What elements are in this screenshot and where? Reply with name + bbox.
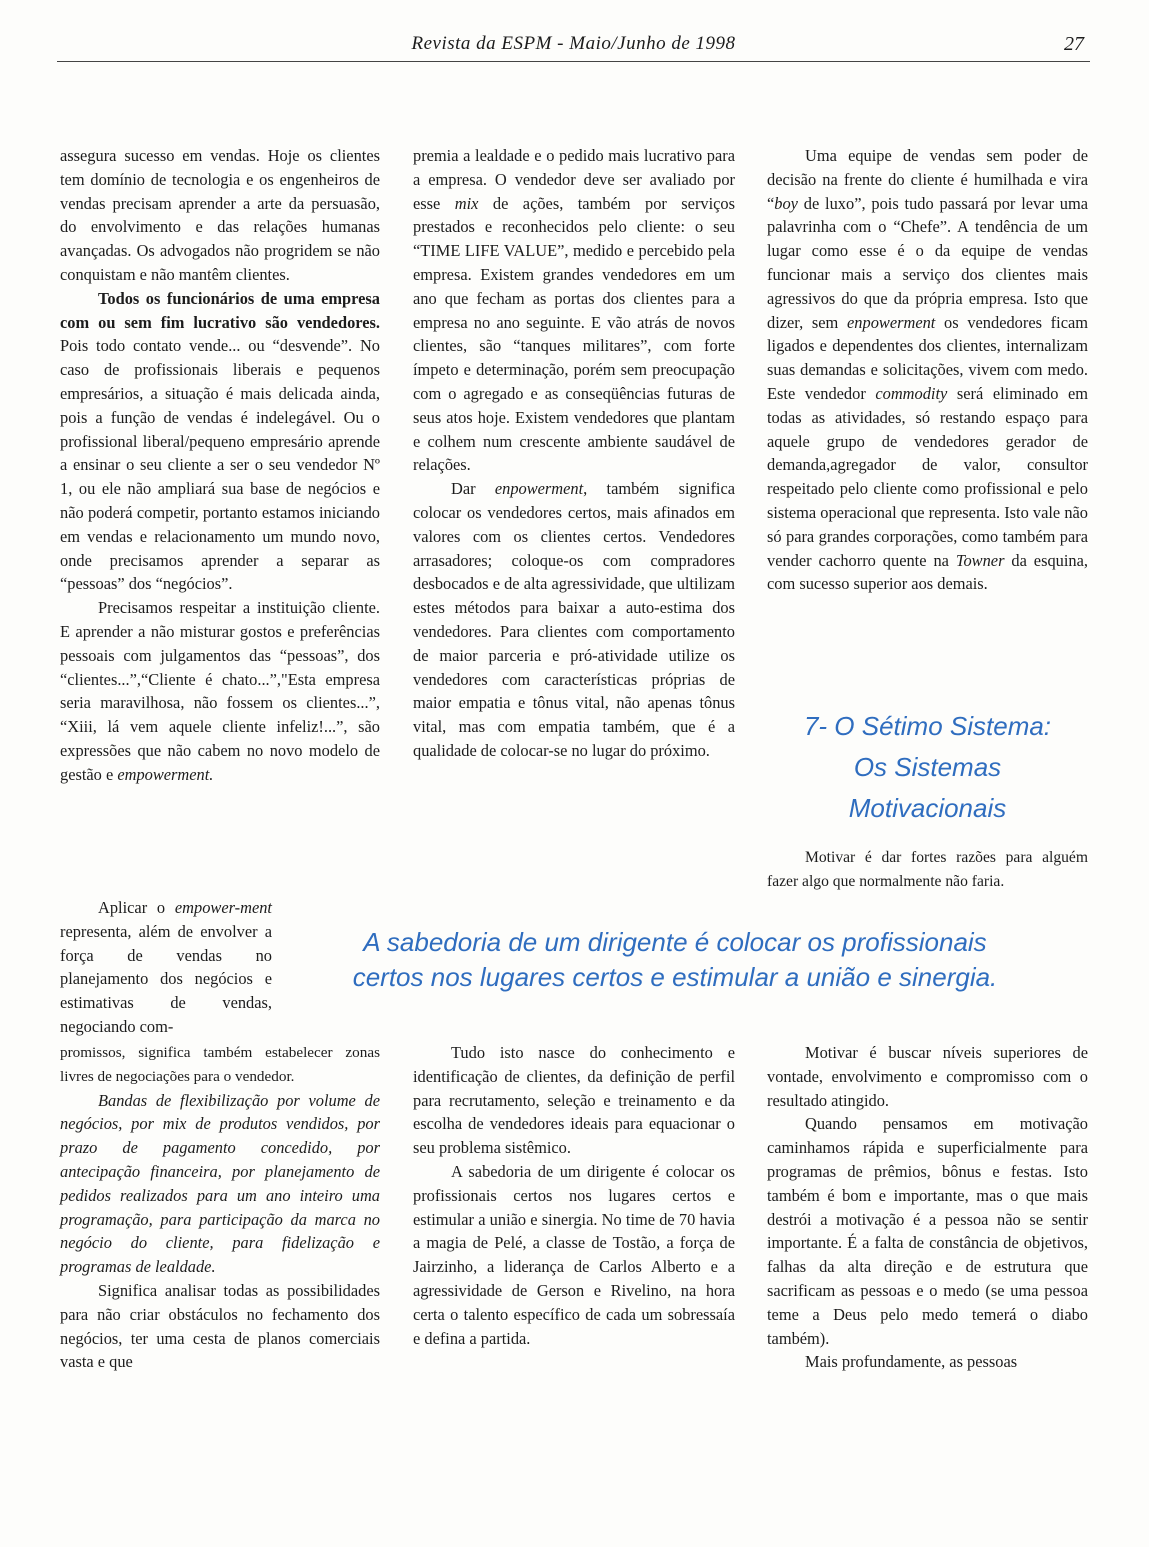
- paragraph-text: da esquina, com sucesso superior aos demais.: [767, 550, 1088, 594]
- paragraph-text: Aplicar o: [98, 898, 175, 917]
- column-2-bottom: [413, 1041, 735, 1350]
- column-3-bottom: [767, 1041, 1088, 1374]
- paragraph: Tudo isto nasce do conhecimento e identificação de clientes, da definição de perfil para recrutamento, seleção e treinamento e da escolha de vendedores ideais para equacionar o seu problema sistêmico.: [413, 1043, 735, 1158]
- paragraph-text: os vendedores ficam ligados e dependentes dos clientes, internalizam suas demandas e solicitações, vivem com medo. Este vendedor: [767, 312, 1088, 403]
- paragraph-text: premia a lealdade e o pedido mais lucrativo para a empresa. O vendedor deve ser avaliado por esse: [413, 146, 735, 213]
- section-heading-line: Motivacionais: [848, 793, 1007, 823]
- paragraph: promissos, significa também estabelecer zonas livres de negociações para o vendedor.: [60, 1044, 380, 1085]
- paragraph-text: representa, além de envolver a força de vendas no planejamento dos negócios e estimativas de vendas, negociando com-: [60, 921, 272, 1036]
- paragraph-text: Pois todo contato vende... ou “desvende”. No caso de profissionais liberais e pequenos empresários, a situação é mais delicada ainda, pois a função de vendas é indelegável. Ou o profissional liberal/pequeno empresário aprende a ensinar o seu cliente a ser o seu vendedor Nº 1, ou ele não ampliará sua base de negócios e não poderá competir, portanto estamos iniciando em vendas e relacionamento um mundo novo, onde precisamos aprender a separar as “pessoas” dos “negócios”.: [60, 336, 380, 594]
- paragraph-text: Precisamos respeitar a instituição cliente. E aprender a não misturar gostos e preferências pessoais com julgamentos das “pessoas”, dos “clientes...”,“Cliente é chato...”,"Esta empresa seria maravilhosa, não fossem os clientes...”, “Xiii, lá vem aquele cliente infeliz!...”, são expressões que não cabem no novo modelo de gestão e: [60, 598, 380, 784]
- paragraph-text: de ações, também por serviços prestados e reconhecidos pelo cliente: o seu “TIME LIFE VALUE”, medido e percebido pela empresa. Existem grandes vendedores em um ano que fecham as portas dos clientes para a empresa no ano seguinte. E vão atrás de novos clientes, são “tanques militares”, com forte ímpeto e determinação, porém sem preocupação com o agregado e as conseqüências futuras de seus atos hoje. Existem vendedores que plantam e colhem num crescente ambiente saudável de relações.: [413, 193, 736, 475]
- column-1-bottom: [60, 1041, 380, 1374]
- paragraph: [60, 896, 272, 1039]
- paragraph: [60, 1089, 380, 1279]
- column-1: [60, 144, 380, 787]
- paragraph: [60, 596, 380, 786]
- section-heading: [767, 706, 1088, 829]
- paragraph-text: Uma equipe de vendas sem poder de decisão na frente do cliente é humilhada e vira “: [767, 146, 1088, 213]
- pull-quote: [300, 925, 1050, 995]
- paragraph: Significa analisar todas as possibilidades para não criar obstáculos no fechamento dos negócios, ter uma cesta de planos comerciais vasta e que: [60, 1280, 380, 1372]
- italic-term: mix: [454, 193, 479, 213]
- italic-term: commodity: [875, 383, 948, 403]
- italic-term: empower-ment: [174, 898, 272, 917]
- column-3: [767, 144, 1088, 596]
- italic-term: boy: [774, 193, 798, 213]
- italic-term: empowerment.: [117, 764, 214, 784]
- italic-term: enpowerment: [847, 312, 936, 332]
- paragraph: [413, 144, 735, 477]
- section-heading-line: Os Sistemas: [853, 752, 1002, 782]
- paragraph: Mais profundamente, as pessoas: [805, 1352, 1018, 1372]
- pull-quote-line: A sabedoria de um dirigente é colocar os profissionais: [363, 927, 987, 957]
- section-heading-line: 7- O Sétimo Sistema:: [803, 711, 1052, 741]
- paragraph: [60, 287, 380, 596]
- paragraph: [413, 477, 735, 763]
- paragraph: Motivar é dar fortes razões para alguém fazer algo que normalmente não faria.: [767, 849, 1088, 890]
- paragraph: [767, 144, 1088, 596]
- italic-term: Towner: [955, 550, 1005, 570]
- page-number: 27: [1064, 33, 1084, 55]
- running-header: [57, 33, 1090, 62]
- italic-term: enpowerment: [494, 479, 584, 499]
- bold-statement: Todos os funcionários de uma empresa com ou sem fim lucrativo são vendedores.: [60, 288, 380, 332]
- paragraph-text: de luxo”, pois tudo passará por levar uma palavrinha com o “Chefe”. A tendência de um lugar como esse é o da equipe de vendas funcionar mais a serviço dos clientes mais agressivos do que da própria empresa. Isto que dizer, sem: [767, 193, 1088, 332]
- paragraph: Quando pensamos em motivação caminhamos rápida e superficialmente para programas de prêmios, bônus e festas. Isto também é bom e importante, mas o que mais destrói a motivação é a pessoa não se sentir importante. É a falta de constância de objetivos, falhas da alta direção e de estrutura que sacrificam as pessoas e o medo (se uma pessoa teme a Deus pelo medo temerá o diabo também).: [767, 1114, 1088, 1348]
- column-2: [413, 144, 735, 763]
- pull-quote-line: certos nos lugares certos e estimular a união e sinergia.: [352, 962, 998, 992]
- paragraph-text: Dar: [451, 479, 495, 499]
- paragraph: Motivar é buscar níveis superiores de vontade, envolvimento e compromisso com o resultado atingido.: [767, 1043, 1088, 1110]
- paragraph: A sabedoria de um dirigente é colocar os profissionais certos nos lugares certos e estimular a união e sinergia. No time de 70 havia a magia de Pelé, a classe de Tostão, a força de Jairzinho, a liderança de Carlos Alberto e a agressividade de Gerson e Rivelino, na hora certa o talento específico de cada um sobressaía e defina a partida.: [413, 1161, 735, 1348]
- italic-paragraph: Bandas de flexibilização por volume de negócios, por mix de produtos vendidos, por prazo de pagamento concedido, por antecipação financeira, por planejamento de pedidos realizados para um ano inteiro uma programação, para participação da marca no negócio do cliente, para fidelização e programas de lealdade.: [60, 1090, 380, 1277]
- paragraph: assegura sucesso em vendas. Hoje os clientes tem domínio de tecnologia e os engenheiros de vendas precisam aprender a arte da persuasão, do envolvimento e das relações humanas avançadas. Os advogados não progridem se não conquistam e não mantêm clientes.: [60, 146, 380, 284]
- column-3-section-intro: [767, 846, 1088, 894]
- paragraph-text: , também significa colocar os vendedores certos, mais afinados em valores com os clientes certos. Vendedores arrasadores; coloque-os com compradores desbocados e de alta agressividade, que ultilizam estes métodos para baixar a auto-estima dos vendedores. Para clientes com comportamento de maior parceria e pró-atividade utilize os vendedores com características próprias de maior empatia e tônus vital, não apenas tônus vital, mas com empatia também, que é a qualidade de colocar-se no lugar do próximo.: [413, 479, 736, 760]
- journal-title: Revista da ESPM - Maio/Junho de 1998: [411, 33, 736, 54]
- paragraph-text: será eliminado em todas as atividades, só restando espaço para aquele grupo de vendedores gerador de demanda,agregador de valor, consultor respeitado pelo cliente como profissional e pelo sistema operacional que representa. Isto vale não só para grandes corporações, como também para vender cachorro quente na: [767, 383, 1088, 570]
